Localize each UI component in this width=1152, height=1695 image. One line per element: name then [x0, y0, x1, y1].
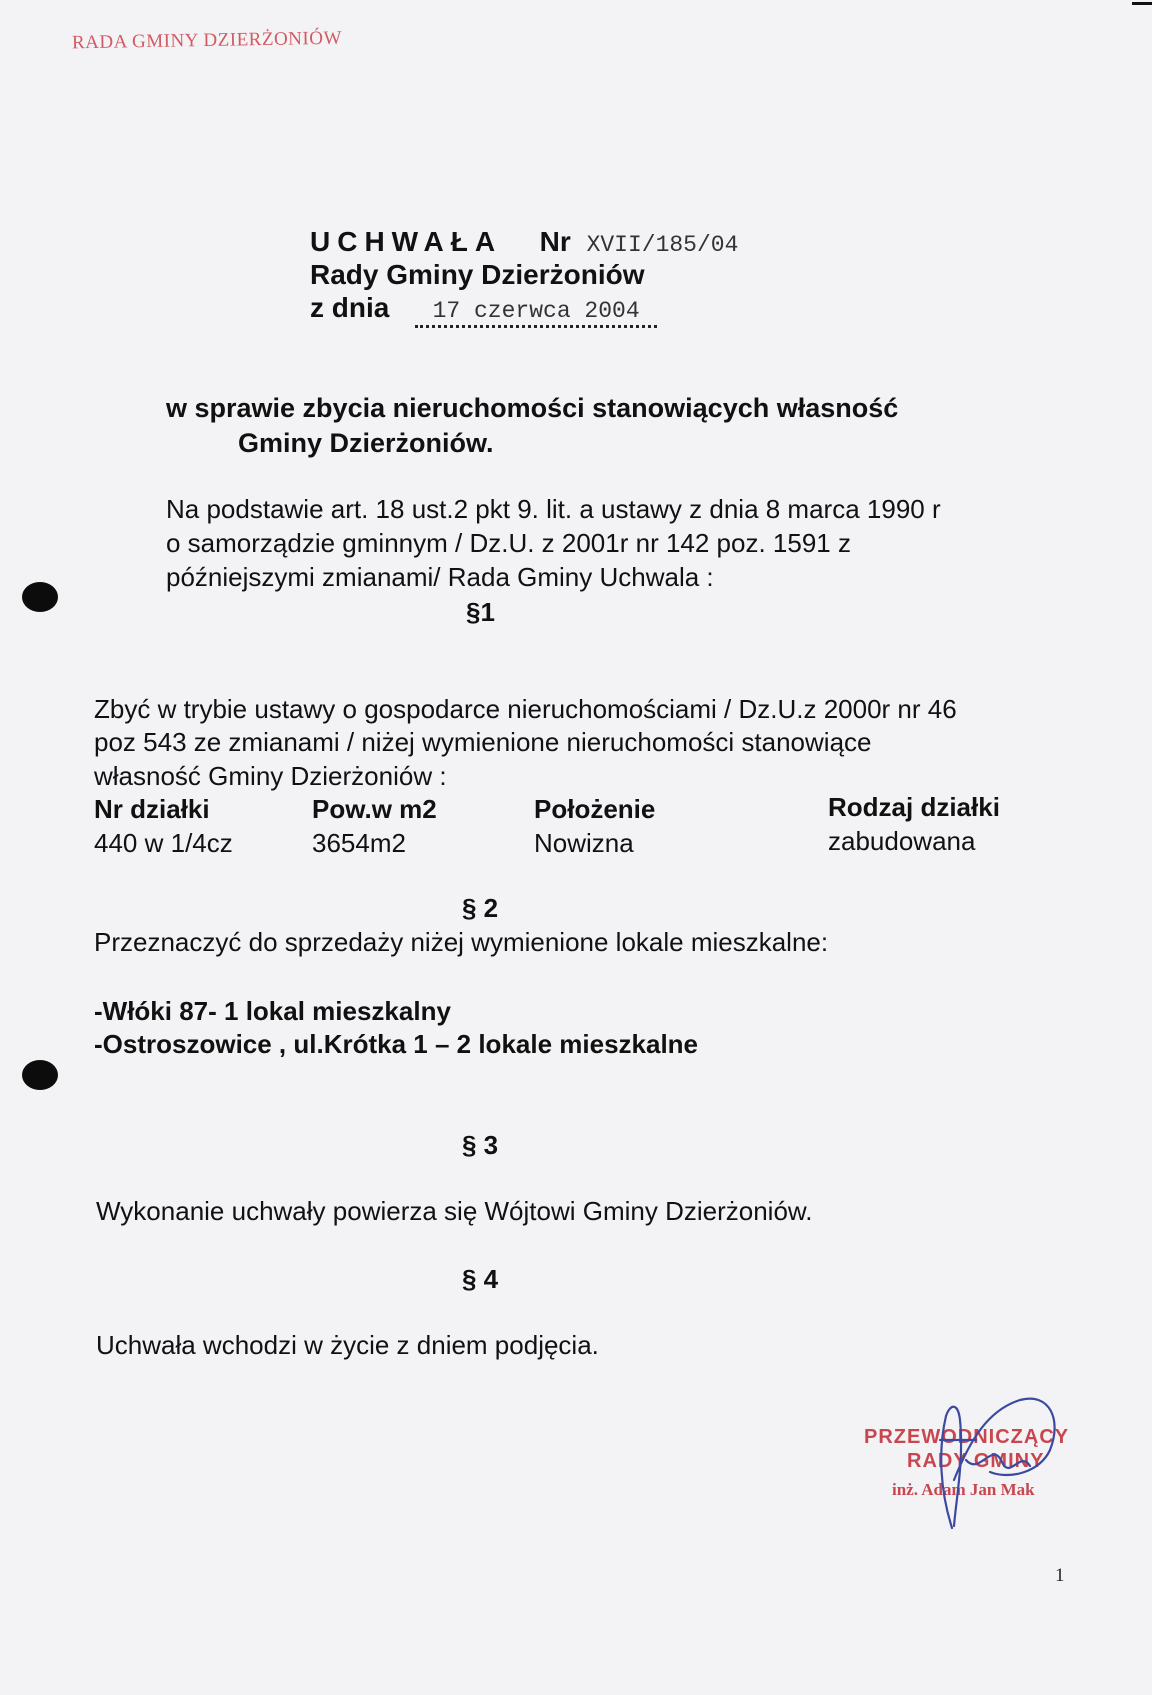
page-number: 1	[1055, 1565, 1065, 1586]
council-name: Rady Gminy Dzierżoniów	[310, 259, 645, 290]
resolution-date	[310, 292, 657, 328]
punch-hole-top	[22, 582, 58, 612]
subject-line-1: w sprawie zbycia nieruchomości stanowiących własność	[166, 393, 899, 423]
preamble-line-1: Na podstawie art. 18 ust.2 pkt 9. lit. a ustawy z dnia 8 marca 1990 r	[166, 494, 941, 524]
resolution-title	[310, 226, 738, 258]
table-header-parcel-no: Nr działki	[94, 794, 210, 824]
punch-hole-bottom	[22, 1060, 58, 1090]
section-3-heading: § 3	[462, 1130, 499, 1160]
handwritten-signature	[880, 1380, 1080, 1530]
preamble-line-3: późniejszymi zmianami/ Rada Gminy Uchwala :	[166, 562, 714, 592]
section-2-heading: § 2	[462, 893, 499, 923]
section-1-heading: §1	[466, 597, 495, 627]
section-2-item-1: -Włóki 87- 1 lokal mieszkalny	[94, 996, 451, 1026]
resolution-number: XVII/185/04	[586, 232, 739, 258]
stamp-name: inż. Adam Jan Mak	[892, 1480, 1035, 1499]
subject-line-2: Gminy Dzierżoniów.	[238, 428, 494, 458]
preamble-line-2: o samorządzie gminnym / Dz.U. z 2001r nr 142 poz. 1591 z	[166, 528, 851, 558]
section-2-item-2: -Ostroszowice , ul.Krótka 1 – 2 lokale mieszkalne	[94, 1029, 699, 1059]
section-4-text: Uchwała wchodzi w życie z dniem podjęcia.	[96, 1330, 599, 1360]
section-1-text-3: własność Gminy Dzierżoniów :	[94, 761, 447, 791]
table-header-location: Położenie	[534, 794, 656, 824]
council-header-stamp: RADA GMINY DZIERŻONIÓW	[71, 27, 343, 54]
section-2-text: Przeznaczyć do sprzedaży niżej wymienione lokale mieszkalne:	[94, 927, 829, 957]
section-3-text: Wykonanie uchwały powierza się Wójtowi Gminy Dzierżoniów.	[96, 1196, 813, 1226]
section-1-text-1: Zbyć w trybie ustawy o gospodarce nieruchomościami / Dz.U.z 2000r nr 46	[94, 694, 957, 724]
table-cell-location: Nowizna	[534, 828, 634, 858]
nr-label: Nr	[539, 226, 571, 257]
table-cell-area: 3654m2	[312, 828, 406, 858]
date-label: z dnia	[310, 292, 390, 323]
uchwala-label: UCHWAŁA	[310, 226, 503, 257]
table-header-parcel-type: Rodzaj działki	[828, 792, 1000, 822]
section-4-heading: § 4	[462, 1264, 499, 1294]
table-cell-parcel-no: 440 w 1/4cz	[94, 828, 233, 858]
corner-mark	[1132, 2, 1152, 5]
section-1-text-2: poz 543 ze zmianami / niżej wymienione nieruchomości stanowiące	[94, 727, 872, 757]
table-header-area: Pow.w m2	[312, 794, 437, 824]
date-value: 17 czerwca 2004	[415, 298, 657, 328]
table-cell-parcel-type: zabudowana	[828, 826, 976, 856]
stamp-council: RADY GMINY	[907, 1450, 1045, 1472]
stamp-title: PRZEWODNICZĄCY	[864, 1426, 1070, 1448]
